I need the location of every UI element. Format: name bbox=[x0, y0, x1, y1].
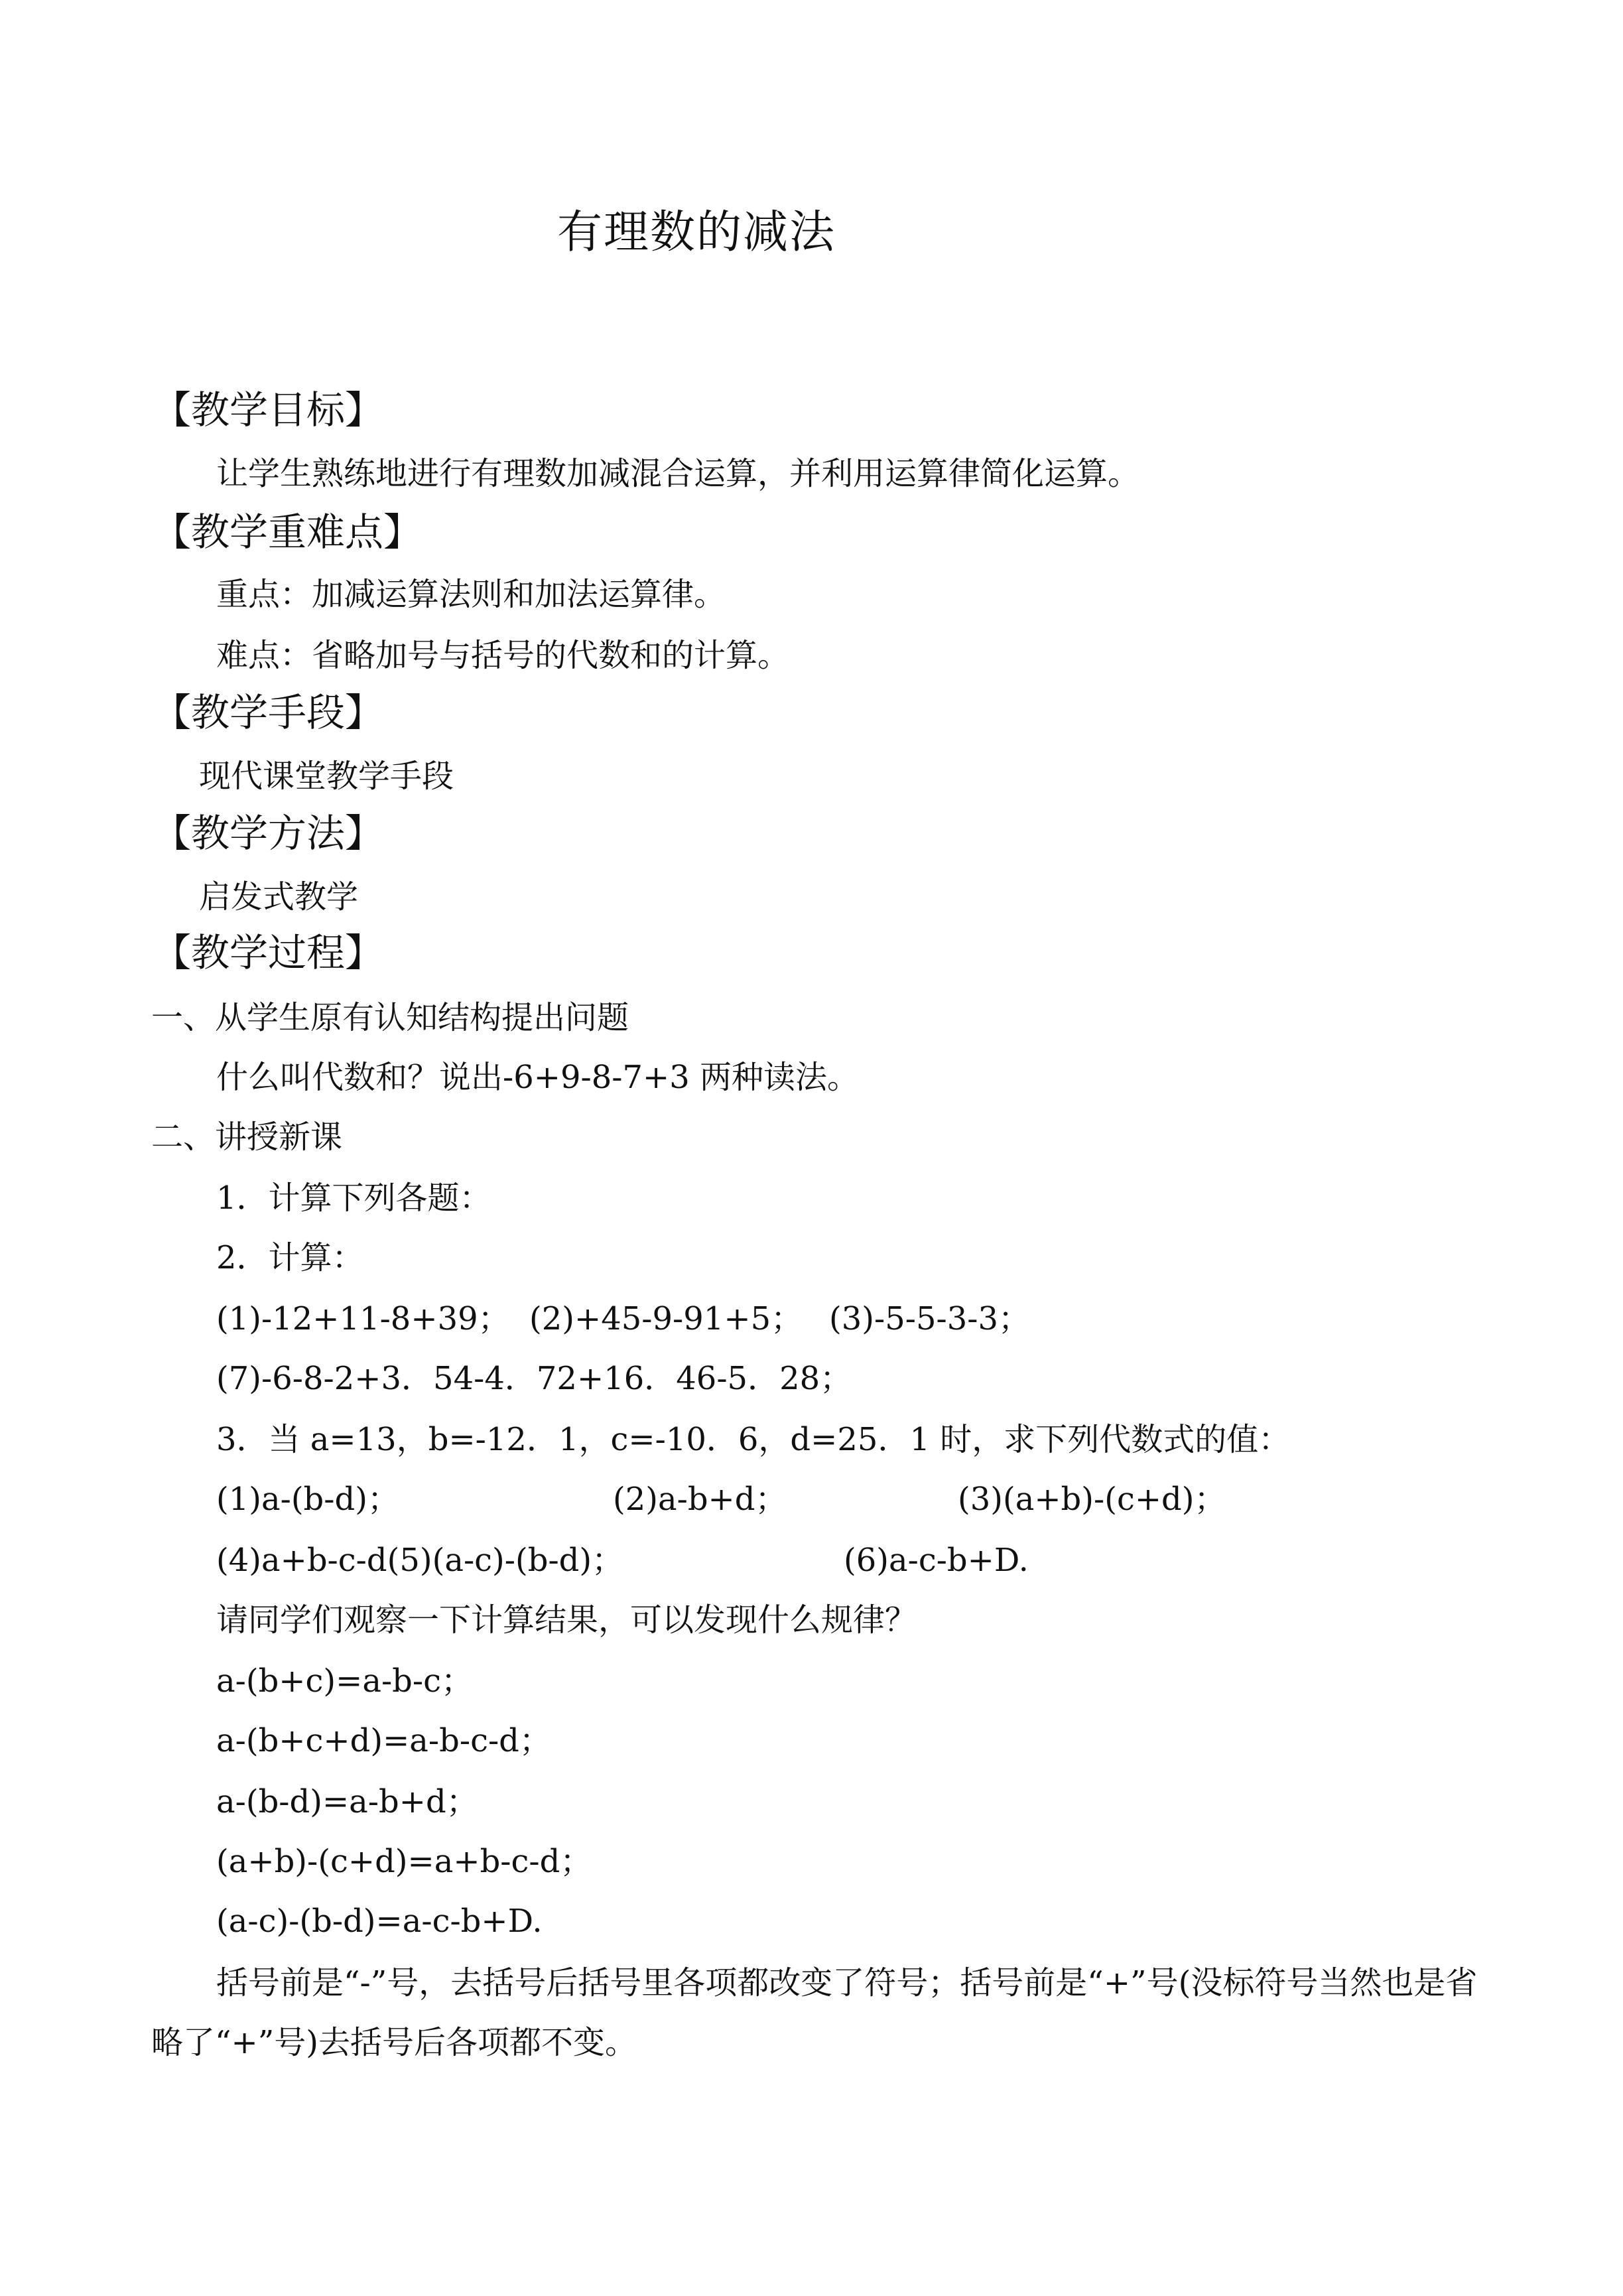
calc-2: (2)+45-9-91+5； bbox=[529, 1300, 803, 1337]
expr-4-5: (4)a+b-c-d(5)(a-c)-(b-d)； bbox=[216, 1542, 624, 1579]
observe-text: 请同学们观察一下计算结果，可以发现什么规律？ bbox=[216, 1601, 917, 1639]
heading-objective: 【教学目标】 bbox=[153, 387, 384, 433]
rule-5: (a-c)-(b-d)=a-c-b+D. bbox=[216, 1903, 543, 1940]
rule-2: a-(b+c+d)=a-b-c-d； bbox=[216, 1722, 551, 1759]
part1-text: 什么叫代数和？说出-6+9-8-7+3 两种读法。 bbox=[216, 1059, 860, 1096]
part1-title: 一、从学生原有认知结构提出问题 bbox=[151, 999, 629, 1036]
heading-process: 【教学过程】 bbox=[153, 930, 384, 975]
item-2: 2．计算： bbox=[216, 1239, 364, 1276]
means-text: 现代课堂教学手段 bbox=[199, 758, 454, 795]
document-title: 有理数的减法 bbox=[556, 206, 836, 259]
calc-1: (1)-12+11-8+39； bbox=[216, 1300, 510, 1337]
rule-4: (a+b)-(c+d)=a+b-c-d； bbox=[216, 1843, 592, 1880]
difficulty-text: 难点：省略加号与括号的代数和的计算。 bbox=[216, 637, 790, 674]
method-text: 启发式教学 bbox=[199, 878, 359, 915]
item-1: 1．计算下列各题： bbox=[216, 1180, 491, 1217]
conclusion-paragraph: 括号前是“-”号，去括号后括号里各项都改变了符号；括号前是“+”号(没标符号当然也是省略了“+”号)去括号后各项都不变。 bbox=[151, 1964, 1478, 2061]
heading-means: 【教学手段】 bbox=[153, 690, 384, 735]
calc-3: (3)-5-5-3-3； bbox=[829, 1300, 1031, 1337]
objective-text: 让学生熟练地进行有理数加减混合运算，并利用运算律简化运算。 bbox=[216, 455, 1140, 492]
heading-method: 【教学方法】 bbox=[153, 811, 384, 856]
rule-1: a-(b+c)=a-b-c； bbox=[216, 1662, 474, 1700]
expr-3: (3)(a+b)-(c+d)； bbox=[958, 1481, 1226, 1518]
expr-1: (1)a-(b-d)； bbox=[216, 1481, 399, 1518]
key-point-text: 重点：加减运算法则和加法运算律。 bbox=[216, 576, 726, 613]
part2-title: 二、讲授新课 bbox=[151, 1118, 343, 1156]
heading-key-points: 【教学重难点】 bbox=[153, 509, 422, 555]
rule-3: a-(b-d)=a-b+d； bbox=[216, 1783, 478, 1820]
item-3: 3．当 a=13，b=-12．1，c=-10．6，d=25．1 时，求下列代数式的值： bbox=[216, 1421, 1291, 1458]
expr-6: (6)a-c-b+D. bbox=[844, 1542, 1029, 1579]
expr-2: (2)a-b+d； bbox=[613, 1481, 787, 1518]
calc-7: (7)-6-8-2+3．54-4．72+16．46-5．28； bbox=[216, 1360, 852, 1397]
